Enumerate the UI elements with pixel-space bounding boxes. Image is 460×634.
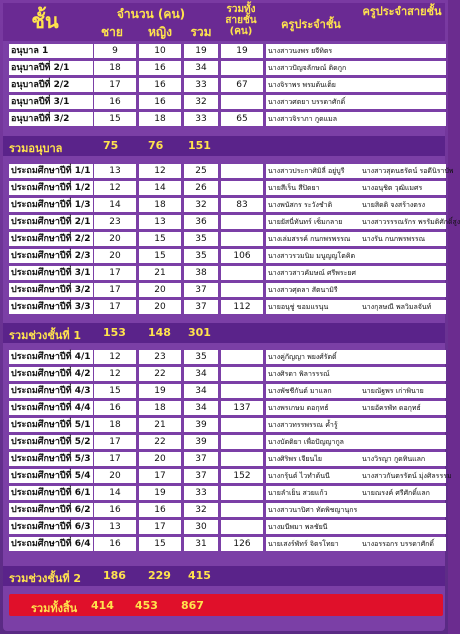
table-row (3, 502, 445, 518)
cell-f: 18 (139, 112, 181, 126)
cell-name: อนุบาลปีที่ 3/2 (9, 112, 93, 126)
cell-m: 17 (94, 78, 136, 92)
cell-s: 112 (221, 300, 263, 314)
cell-s (221, 350, 263, 364)
cell-name: ประถมศึกษาปีที่ 4/4 (9, 401, 93, 415)
cell-t: 38 (184, 266, 218, 280)
cell-t: 30 (184, 520, 218, 534)
cell-tea: นางคู่กัญญา พยงศ์รัตติ์ (266, 350, 360, 364)
cell-m: 14 (94, 486, 136, 500)
cell-name: ประถมศึกษาปีที่ 4/1 (9, 350, 93, 364)
cell-f: 16 (139, 61, 181, 75)
cell-m: 13 (94, 520, 136, 534)
cell-tea: นางสาวสาวคัมษณ์ ศรีพระยศ (266, 266, 360, 280)
table-row (3, 383, 445, 399)
summary-t: 415 (188, 569, 211, 582)
cell-tea: นายอนุชู่ ขอมแรนุน (266, 300, 360, 314)
cell-s (221, 503, 263, 517)
summary-label: รวมช่วงชั้นที่ 2 (9, 572, 82, 585)
cell-name: ประถมศึกษาปีที่ 1/3 (9, 198, 93, 212)
cell-f: 18 (139, 401, 181, 415)
cell-ast (360, 44, 446, 58)
cell-name: ประถมศึกษาปีที่ 1/2 (9, 181, 93, 195)
cell-f: 10 (139, 44, 181, 58)
cell-s (221, 232, 263, 246)
cell-name: ประถมศึกษาปีที่ 1/1 (9, 164, 93, 178)
cell-f: 19 (139, 486, 181, 500)
table-row (3, 400, 445, 416)
cell-m: 12 (94, 181, 136, 195)
cell-m: 20 (94, 469, 136, 483)
cell-s: 152 (221, 469, 263, 483)
cell-m: 20 (94, 232, 136, 246)
cell-tea: นายยัสนี่ทันทร์ เซ็มกลาย (266, 215, 360, 229)
cell-name: ประถมศึกษาปีที่ 5/3 (9, 452, 93, 466)
summary-label: รวมทั้งสิ้น (31, 602, 78, 615)
cell-ast: นายอัครพัท ดอกุทธ์ (360, 401, 446, 415)
cell-t: 39 (184, 435, 218, 449)
cell-t: 39 (184, 418, 218, 432)
cell-m: 17 (94, 452, 136, 466)
cell-s (221, 367, 263, 381)
cell-m: 9 (94, 44, 136, 58)
header-total: รวม (190, 25, 212, 39)
cell-f: 20 (139, 300, 181, 314)
summary-m: 414 (91, 599, 114, 612)
cell-m: 15 (94, 384, 136, 398)
cell-f: 17 (139, 469, 181, 483)
cell-s (221, 283, 263, 297)
kinder-summary (3, 136, 445, 156)
summary-t: 301 (188, 326, 211, 339)
cell-ast (360, 418, 446, 432)
summary-m: 75 (103, 139, 119, 152)
cell-ast (360, 249, 446, 263)
cell-tea: นางสาวประกาศิมิลี่ อยู่บูรี (266, 164, 360, 178)
table-row (3, 434, 445, 450)
cell-tea: นางสาวจิราภา กูดแมล (266, 112, 360, 126)
table-row (3, 43, 445, 59)
cell-s (221, 435, 263, 449)
cell-t: 32 (184, 198, 218, 212)
cell-m: 23 (94, 215, 136, 229)
cell-s (221, 215, 263, 229)
cell-m: 17 (94, 283, 136, 297)
cell-ast: นางอรรอกร บรรดาศักดิ์ (360, 537, 446, 551)
cell-m: 16 (94, 503, 136, 517)
cell-ast: นายณัฐพร เก่าพินาย (360, 384, 446, 398)
cell-m: 17 (94, 266, 136, 280)
grand-summary (9, 594, 443, 616)
cell-ast (360, 520, 446, 534)
cell-t: 25 (184, 164, 218, 178)
cell-s (221, 520, 263, 534)
cell-tea: นางพนัสกร ระวังชำติ (266, 198, 360, 212)
cell-t: 35 (184, 232, 218, 246)
table-row (3, 77, 445, 93)
cell-s (221, 418, 263, 432)
cell-ast: นางกุลษณี พลวิมลจันท์ (360, 300, 446, 314)
cell-name: ประถมศึกษาปีที่ 4/2 (9, 367, 93, 381)
cell-ast (360, 367, 446, 381)
cell-m: 13 (94, 164, 136, 178)
cell-name: ประถมศึกษาปีที่ 3/2 (9, 283, 93, 297)
cell-tea: นางเล่มสรรค์ กนกพรพรรณ (266, 232, 360, 246)
cell-tea: นางกรุ้นต์ ไวทำด้นนี (266, 469, 360, 483)
header-teacher: ครูประจำชั้น (281, 18, 341, 31)
cell-s (221, 164, 263, 178)
cell-s: 137 (221, 401, 263, 415)
cell-name: อนุบาลปีที่ 2/1 (9, 61, 93, 75)
cell-t: 19 (184, 44, 218, 58)
table-row (3, 451, 445, 467)
cell-f: 22 (139, 367, 181, 381)
summary-label: รวมช่วงชั้นที่ 1 (9, 329, 82, 342)
cell-t: 31 (184, 537, 218, 551)
table-row (3, 468, 452, 484)
table-row (3, 299, 445, 315)
cell-tea: นายเสงร์พัทร์ จิตรโทยา (266, 537, 360, 551)
cell-tea: นางบัตติยา เพื่อปัญญากูล (266, 435, 360, 449)
table-row (3, 60, 445, 76)
cell-f: 15 (139, 249, 181, 263)
table-row (3, 485, 445, 501)
cell-s (221, 95, 263, 109)
cell-ast (360, 61, 446, 75)
summary-m: 186 (103, 569, 126, 582)
table-row (3, 180, 445, 196)
cell-name: อนุบาลปีที่ 2/2 (9, 78, 93, 92)
cell-s: 126 (221, 537, 263, 551)
summary-f: 453 (135, 599, 158, 612)
cell-ast: นางสาวสุดนธรัตน์ รอดีนิราบัพ (360, 164, 446, 178)
cell-s (221, 266, 263, 280)
cell-f: 17 (139, 520, 181, 534)
cell-m: 16 (94, 401, 136, 415)
header-class: ชั้น (31, 9, 59, 33)
cell-s: 67 (221, 78, 263, 92)
table-row (3, 197, 445, 213)
cell-f: 16 (139, 78, 181, 92)
cell-t: 37 (184, 452, 218, 466)
header-female: หญิง (148, 25, 172, 39)
table-row (3, 111, 445, 127)
cell-m: 16 (94, 537, 136, 551)
cell-tea: นางสาวนาปิศา ทัดพิชญานุกร (266, 503, 360, 517)
cell-tea: นายลำเย็น สวยแก้ว (266, 486, 360, 500)
cell-ast (360, 503, 446, 517)
cell-m: 15 (94, 112, 136, 126)
cell-t: 34 (184, 367, 218, 381)
cell-f: 16 (139, 503, 181, 517)
cell-tea: นางศิรดา พิลารรรณ์ (266, 367, 360, 381)
cell-t: 36 (184, 215, 218, 229)
cell-f: 15 (139, 537, 181, 551)
cell-m: 16 (94, 95, 136, 109)
cell-ast: นายสิดติ จงสร้างตรง (360, 198, 446, 212)
cell-t: 32 (184, 503, 218, 517)
cell-name: ประถมศึกษาปีที่ 6/1 (9, 486, 93, 500)
cell-tea: นางสาวปัญจลักษณ์ ติดกูก (266, 61, 360, 75)
cell-t: 34 (184, 384, 218, 398)
cell-s: 106 (221, 249, 263, 263)
cell-t: 33 (184, 486, 218, 500)
cell-ast (360, 435, 446, 449)
table-row (3, 349, 445, 365)
table-row (3, 248, 445, 264)
cell-f: 13 (139, 215, 181, 229)
cell-s: 19 (221, 44, 263, 58)
cell-f: 12 (139, 164, 181, 178)
cell-name: ประถมศึกษาปีที่ 6/4 (9, 537, 93, 551)
primary1-summary (3, 323, 445, 343)
cell-t: 37 (184, 300, 218, 314)
cell-tea: นายสีเร็น สีปิดยา (266, 181, 360, 195)
cell-name: ประถมศึกษาปีที่ 2/1 (9, 215, 93, 229)
cell-m: 20 (94, 249, 136, 263)
cell-name: ประถมศึกษาปีที่ 3/1 (9, 266, 93, 280)
summary-t: 151 (188, 139, 211, 152)
table-row (3, 265, 445, 281)
table-row (3, 163, 454, 179)
cell-name: อนุบาล 1 (9, 44, 93, 58)
cell-name: ประถมศึกษาปีที่ 2/3 (9, 249, 93, 263)
cell-name: ประถมศึกษาปีที่ 5/2 (9, 435, 93, 449)
cell-t: 33 (184, 112, 218, 126)
cell-t: 34 (184, 61, 218, 75)
cell-t: 37 (184, 469, 218, 483)
cell-f: 21 (139, 266, 181, 280)
cell-m: 17 (94, 300, 136, 314)
cell-f: 20 (139, 283, 181, 297)
cell-f: 15 (139, 232, 181, 246)
cell-tea: นางสาวศตยา บรรดาศักดิ์ (266, 95, 360, 109)
header-assist: ครูประจำสายชั้น (362, 5, 442, 18)
cell-ast (360, 78, 446, 92)
table-row (3, 94, 445, 110)
cell-m: 18 (94, 418, 136, 432)
cell-name: ประถมศึกษาปีที่ 5/4 (9, 469, 93, 483)
cell-s (221, 384, 263, 398)
cell-s (221, 452, 263, 466)
cell-t: 34 (184, 401, 218, 415)
cell-ast: นางสาวกันตรรัตน์ มุ่งศิลรรรม (360, 469, 446, 483)
table-header (3, 3, 445, 41)
cell-name: ประถมศึกษาปีที่ 6/3 (9, 520, 93, 534)
cell-s (221, 486, 263, 500)
table-row (3, 519, 445, 535)
cell-t: 26 (184, 181, 218, 195)
summary-t: 867 (181, 599, 204, 612)
cell-ast (360, 266, 446, 280)
cell-f: 16 (139, 95, 181, 109)
cell-tea: นางพัชชีกันต์ มาแลก (266, 384, 360, 398)
cell-ast (360, 350, 446, 364)
summary-f: 148 (148, 326, 171, 339)
cell-t: 32 (184, 95, 218, 109)
cell-f: 19 (139, 384, 181, 398)
summary-m: 153 (103, 326, 126, 339)
cell-m: 12 (94, 350, 136, 364)
cell-m: 18 (94, 61, 136, 75)
cell-ast: นางวิรญา กูดทินแลก (360, 452, 446, 466)
cell-m: 14 (94, 198, 136, 212)
cell-ast (360, 283, 446, 297)
cell-tea: นางมนีพมา พลชัยนี (266, 520, 360, 534)
cell-m: 17 (94, 435, 136, 449)
cell-f: 18 (139, 198, 181, 212)
table-row (3, 214, 460, 230)
header-sum-class: รวมทั้งสายชั้น (คน) (225, 4, 257, 37)
cell-s: 65 (221, 112, 263, 126)
cell-name: ประถมศึกษาปีที่ 2/2 (9, 232, 93, 246)
cell-name: ประถมศึกษาปีที่ 3/3 (9, 300, 93, 314)
table-row (3, 536, 445, 552)
table-row (3, 417, 445, 433)
cell-f: 20 (139, 452, 181, 466)
cell-t: 33 (184, 78, 218, 92)
enrollment-table (3, 3, 460, 631)
cell-tea: นางศิริพร เจียนไย (266, 452, 360, 466)
cell-f: 21 (139, 418, 181, 432)
cell-tea: นางสาวนงพร ยจีทิตร (266, 44, 360, 58)
summary-f: 229 (148, 569, 171, 582)
cell-ast: นางอนุชิต วุฒิแมศร (360, 181, 446, 195)
cell-tea: นางจิราพร พรมต้นเต็ย (266, 78, 360, 92)
cell-s: 83 (221, 198, 263, 212)
cell-tea: นางสาวศุดลา สัตนามิรี (266, 283, 360, 297)
cell-f: 23 (139, 350, 181, 364)
summary-f: 76 (148, 139, 164, 152)
cell-tea: นางสาวรวมนิม มนูญญโตคิต (266, 249, 360, 263)
cell-ast (360, 112, 446, 126)
cell-t: 37 (184, 283, 218, 297)
cell-name: ประถมศึกษาปีที่ 4/3 (9, 384, 93, 398)
header-male: ชาย (101, 25, 123, 39)
cell-ast: นางสาวรรรณรักร พรรัมติศักดิ์สูง (360, 215, 446, 229)
cell-m: 12 (94, 367, 136, 381)
cell-f: 22 (139, 435, 181, 449)
cell-f: 14 (139, 181, 181, 195)
cell-ast: นางรัน กนกพรพรรณ (360, 232, 446, 246)
cell-tea: นางสาวทรรพรรณ ค้ำรู้ (266, 418, 360, 432)
table-row (3, 231, 445, 247)
cell-name: ประถมศึกษาปีที่ 5/1 (9, 418, 93, 432)
cell-tea: นางพรเกษม ดอกุทธ์ (266, 401, 360, 415)
summary-label: รวมอนุบาล (9, 142, 63, 155)
cell-s (221, 181, 263, 195)
table-row (3, 366, 445, 382)
cell-s (221, 61, 263, 75)
table-row (3, 282, 445, 298)
cell-t: 35 (184, 249, 218, 263)
cell-ast (360, 95, 446, 109)
cell-t: 35 (184, 350, 218, 364)
cell-name: อนุบาลปีที่ 3/1 (9, 95, 93, 109)
primary2-summary (3, 566, 445, 586)
cell-ast: นายณรงค์ ศรีศักดิ์แลก (360, 486, 446, 500)
cell-name: ประถมศึกษาปีที่ 6/2 (9, 503, 93, 517)
header-count: จำนวน (คน) (116, 7, 186, 21)
